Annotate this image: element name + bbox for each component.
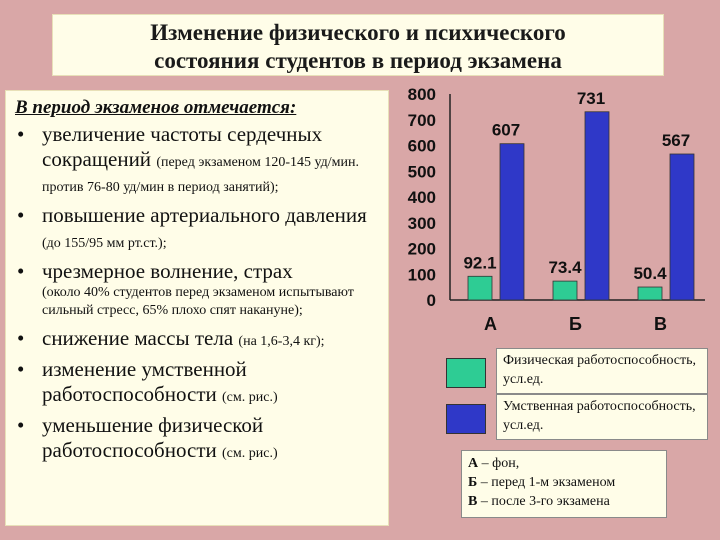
data-label-physical: 92.1 [463,253,497,273]
bullet-note: (см. рис.) [222,446,278,461]
bar-mental [585,112,609,300]
y-tick-label: 600 [407,136,436,156]
text-panel [5,90,389,526]
y-tick-label: 100 [407,265,436,285]
slide-title [52,14,664,76]
bullet-icon: • [17,413,25,437]
bullet-note: (на 1,6-3,4 кг); [238,334,325,349]
bar-physical [553,281,577,300]
bullet-heart-rate [15,122,382,197]
x-tick-label: В [654,314,667,334]
bullet-main: изменение умственной работоспособности [42,357,247,406]
category-key [461,450,667,518]
bullet-main: повышение артериального давления [42,203,367,227]
bullet-main: увеличение частоты сердечных сокращений [42,122,323,171]
y-tick-label: 500 [407,162,436,182]
bullet-icon: • [17,259,25,283]
bar-mental [500,144,524,300]
legend-label-mental: Умственная работоспособность, усл.ед. [496,394,708,440]
bullet-blood-pressure [15,203,382,253]
legend-swatch-physical [446,358,486,388]
y-tick-label: 300 [407,213,436,233]
data-label-mental: 731 [576,88,606,108]
bullet-icon: • [17,357,25,381]
key-row-b: Б – перед 1-м экзаменом [468,475,616,490]
y-tick-label: 400 [407,188,436,207]
key-row-c: В – после 3-го экзамена [468,494,610,509]
intro-heading: В период экзаменов отмечается: [15,97,297,118]
bar-physical [638,287,662,300]
legend-swatch-mental [446,404,486,434]
x-tick-label: А [484,314,497,334]
bar-mental [670,154,694,300]
y-tick-label: 700 [407,110,436,130]
legend-label-physical: Физическая работоспособность, усл.ед. [496,348,708,394]
bar-physical [468,276,492,300]
y-tick-label: 0 [426,291,436,310]
data-label-physical: 73.4 [548,258,582,278]
title-line-2: состояния студентов в период экзамена [154,48,562,73]
y-tick-label: 800 [407,85,436,104]
bullet-icon: • [17,203,25,227]
bullet-list [15,122,382,463]
bullet-note: (до 155/95 мм рт.ст.); [42,236,167,251]
data-label-physical: 50.4 [633,264,667,284]
y-tick-label: 200 [407,239,436,259]
title-line-1: Изменение физического и психического [150,20,566,45]
key-row-a: А – фон, [468,456,520,471]
bullet-main: уменьшение физической работоспособности [42,413,264,462]
bullet-anxiety [15,259,382,320]
bullet-icon: • [17,122,25,146]
bullet-main: чрезмерное волнение, страх [42,259,293,283]
bullet-note: (см. рис.) [222,390,278,405]
bullet-icon: • [17,326,25,350]
data-label-mental: 607 [491,120,521,140]
bullet-physical-performance [15,413,382,463]
data-label-mental: 567 [661,130,691,150]
bullet-mental-performance [15,357,382,407]
bullet-note: (около 40% студентов перед экзаменом испытывают сильный стресс, 65% плохо спят накануне); [42,285,354,318]
x-tick-label: Б [569,314,582,334]
bullet-weight-loss [15,326,382,351]
bullet-note: (перед экзаменом 120-145 уд/мин. против 76-80 уд/мин в период занятий); [42,155,359,195]
bullet-main: снижение массы тела [42,326,234,350]
performance-bar-chart [395,82,715,342]
